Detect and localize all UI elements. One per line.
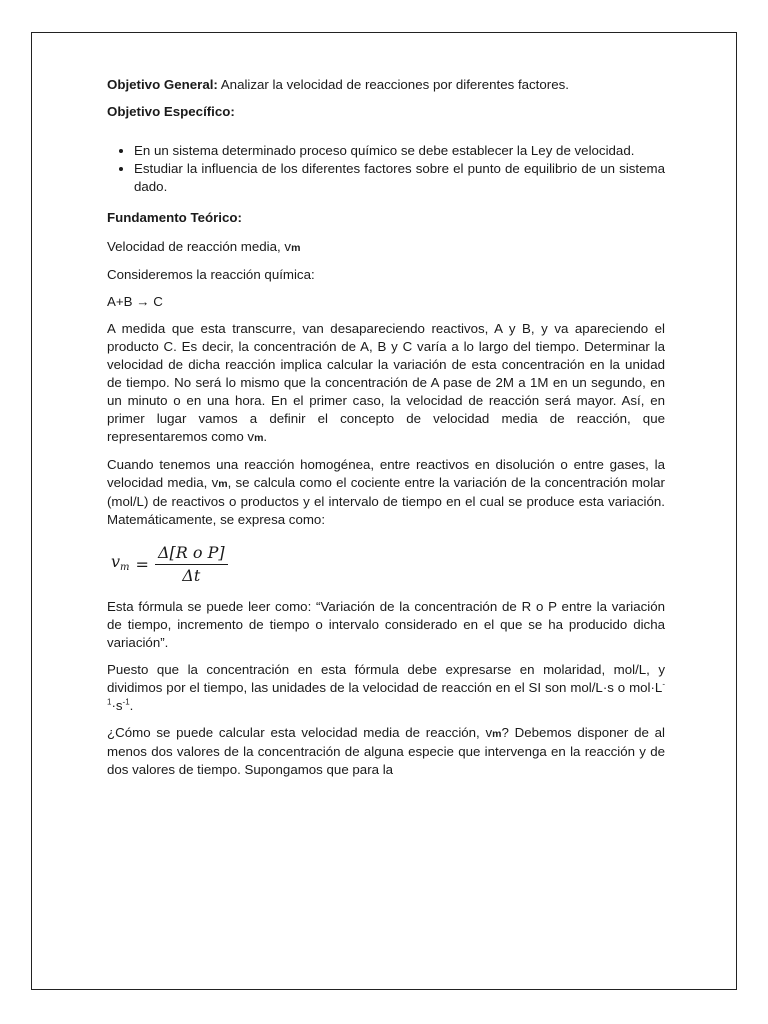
objective-general-text: Analizar la velocidad de reacciones por diferentes factores.: [217, 77, 569, 92]
document-page: [31, 32, 737, 990]
paragraph: [107, 724, 665, 779]
paragraph-text: A medida que esta transcurre, van desapareciendo reactivos, A y B, y va apareciendo el producto C. Es decir, la concentración de A, B y C varía a lo largo del tiempo. Determinar la velocidad de dicha reacción implica calcular la variación de esta concentración en la unidad de tiempo. No será lo mismo que la concentración de A pase de 2M a 1M en un segundo, en un minuto o en una hora. En el primer caso, la velocidad de reacción será mayor. Así, en primer lugar vamos a definir el concepto de velocidad media de reacción, que representaremos como v: [107, 321, 665, 444]
velocity-formula: [111, 543, 665, 586]
paragraph-text: ? Debemos disponer de al menos dos valores de la concentración de alguna especie que intervenga en la reacción y de dos valores de tiempo. Supongamos que para la: [107, 725, 665, 777]
superscript: -1: [107, 679, 665, 707]
paragraph-text: ¿Cómo se puede calcular esta velocidad media de reacción, v: [107, 725, 493, 740]
formula-fraction: [155, 543, 228, 586]
superscript: -1: [122, 697, 130, 707]
paragraph-text: ·s: [111, 698, 123, 713]
formula-numerator: Δ[R o P]: [155, 543, 228, 565]
objective-specific-label: Objetivo Específico:: [107, 104, 235, 119]
paragraph-text: , se calcula como el cociente entre la variación de la concentración molar (mol/L) de reactivos o productos y el intervalo de tiempo en el cual se produce esta variación. Matemáticamente, se expresa como:: [107, 475, 665, 527]
section-title: Fundamento Teórico:: [107, 210, 242, 225]
paragraph-text: Puesto que la concentración en esta fórmula debe expresarse en molaridad, mol/L, y dividimos por el tiempo, las unidades de la velocidad de reacción en el SI son mol/L·s o mol·L: [107, 662, 665, 695]
paragraph: [107, 661, 665, 715]
paragraph-text: .: [263, 429, 268, 444]
paragraph: Esta fórmula se puede leer como: “Variación de la concentración de R o P entre la variación de tiempo, incremento de tiempo o intervalo considerado en el que se ha producido dicha variación”.: [107, 599, 665, 650]
theory-subtitle-text: Velocidad de reacción media, v: [107, 239, 292, 254]
subscript: m: [291, 242, 301, 254]
list-item: • En un sistema determinado proceso químico se debe establecer la Ley de velocidad.: [134, 142, 665, 160]
formula-subscript: m: [120, 561, 130, 573]
objective-general: [107, 76, 665, 94]
subscript: m: [254, 432, 264, 444]
objective-general-label: Objetivo General:: [107, 77, 218, 92]
formula-equals: =: [135, 554, 149, 574]
theory-subtitle: [107, 238, 665, 257]
objective-specific-list: [107, 142, 665, 196]
formula-lhs: [111, 553, 130, 577]
paragraph-text: Cuando tenemos una reacción homogénea, entre reactivos en disolución o entre gases, la velocidad media, v: [107, 457, 665, 490]
list-item: • Estudiar la influencia de los diferentes factores sobre el punto de equilibrio de un sistema dado.: [134, 160, 665, 196]
paragraph: [107, 456, 665, 529]
document-content: [107, 76, 665, 788]
theory-intro: Consideremos la reacción química:: [107, 267, 315, 282]
paragraph: [107, 320, 665, 447]
reaction-equation: A+B → C: [107, 294, 163, 309]
subscript: m: [218, 478, 228, 490]
formula-v: v: [111, 551, 121, 571]
paragraph-text: .: [129, 698, 134, 713]
formula-denominator: Δt: [182, 566, 201, 585]
subscript: m: [492, 728, 502, 740]
